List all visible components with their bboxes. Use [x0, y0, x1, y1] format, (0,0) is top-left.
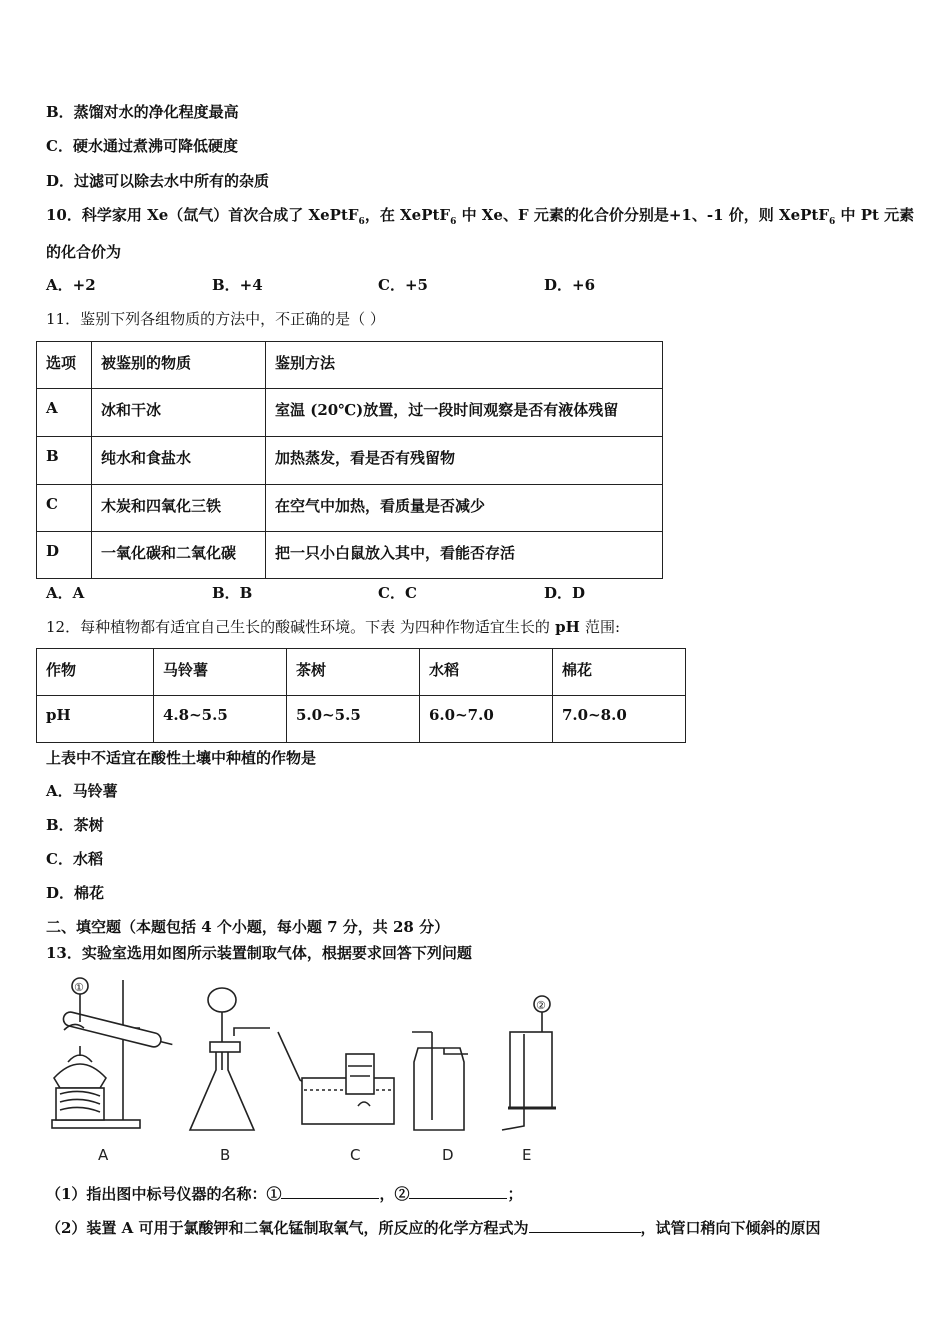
- blank-3[interactable]: [529, 1218, 641, 1233]
- table-row: [37, 696, 686, 743]
- table-cell: 在空气中加热，看质量是否减少: [266, 485, 663, 532]
- q13-stem: 13．实验室选用如图所示装置制取气体，根据要求回答下列问题: [46, 944, 472, 962]
- apparatus-c: [278, 1032, 394, 1124]
- table-header-cell: 马铃薯: [154, 649, 287, 696]
- table-cell: 4.8~5.5: [154, 696, 287, 743]
- apparatus-e: [502, 996, 556, 1130]
- q11-option-b: B．B: [212, 584, 253, 602]
- table-header-cell: 水稻: [420, 649, 553, 696]
- apparatus-b: [190, 988, 270, 1130]
- q12-table: [36, 648, 686, 743]
- table-cell: 把一只小白鼠放入其中，看能否存活: [266, 532, 663, 579]
- q10-option-d: D．+6: [544, 276, 596, 294]
- table-cell: 木炭和四氧化三铁: [92, 485, 266, 532]
- table-header-cell: 选项: [37, 342, 92, 389]
- table-header-cell: 棉花: [553, 649, 686, 696]
- table-header-cell: 鉴别方法: [266, 342, 663, 389]
- table-cell: A: [37, 389, 92, 437]
- apparatus-label: B: [220, 1146, 231, 1164]
- q10-options: [46, 275, 746, 295]
- q13-sub1: （1）指出图中标号仪器的名称：① ，② ；: [46, 1185, 523, 1203]
- table-cell: B: [37, 437, 92, 485]
- q9-option-b: B．蒸馏对水的净化程度最高: [46, 103, 239, 121]
- q10-option-a: A．+2: [46, 276, 96, 294]
- q13-sub2: （2）装置 A 可用于氯酸钾和二氧化锰制取氧气，所反应的化学方程式为 ，试管口稍向下倾斜的原因: [46, 1219, 821, 1237]
- table-cell: 室温 (20℃)放置，过一段时间观察是否有液体残留: [266, 389, 663, 437]
- table-row: [37, 389, 663, 437]
- table-cell: 7.0~8.0: [553, 696, 686, 743]
- table-row: [37, 532, 663, 579]
- table-cell: 一氧化碳和二氧化碳: [92, 532, 266, 579]
- q11-table: [36, 341, 663, 579]
- table-header-row: [37, 342, 663, 389]
- apparatus-label: D: [442, 1146, 454, 1164]
- apparatus-figure: [40, 970, 600, 1170]
- marker-label: ①: [74, 981, 84, 994]
- section-heading: 二、填空题（本题包括 4 个小题，每小题 7 分，共 28 分）: [46, 918, 450, 936]
- q10-option-b: B．+4: [212, 276, 263, 294]
- q9-option-c: C．硬水通过煮沸可降低硬度: [46, 137, 238, 155]
- apparatus-label: A: [98, 1146, 109, 1164]
- table-cell: 冰和干冰: [92, 389, 266, 437]
- apparatus-d: [412, 1032, 468, 1130]
- q11-options: [46, 583, 746, 603]
- table-row: [37, 437, 663, 485]
- blank-1[interactable]: [281, 1184, 379, 1199]
- q12-question: 上表中不适宜在酸性土壤中种植的作物是: [46, 749, 317, 767]
- q9-option-d: D．过滤可以除去水中所有的杂质: [46, 172, 270, 190]
- table-cell: 加热蒸发，看是否有残留物: [266, 437, 663, 485]
- q10-option-c: C．+5: [378, 276, 428, 294]
- q10-stem-line2: 的化合价为: [46, 243, 122, 261]
- blank-2[interactable]: [409, 1184, 507, 1199]
- q12-option-c: C．水稻: [46, 850, 103, 868]
- q10-stem: 10．科学家用 Xe（氙气）首次合成了 XePtF$_6$，在 XePtF$_6$ 中 Xe、F 元素的化合价分别是+1、-1 价，则 XePtF$_6$ 中 Pt 元素: [46, 206, 915, 227]
- table-cell: 5.0~5.5: [287, 696, 420, 743]
- marker-label: ②: [536, 999, 546, 1012]
- q11-option-d: D．D: [544, 584, 586, 602]
- apparatus-label: C: [350, 1146, 361, 1164]
- table-header-cell: 作物: [37, 649, 154, 696]
- table-cell: 纯水和食盐水: [92, 437, 266, 485]
- table-header-cell: 茶树: [287, 649, 420, 696]
- q11-stem: 11．鉴别下列各组物质的方法中，不正确的是（ ）: [46, 310, 385, 328]
- q12-option-d: D．棉花: [46, 884, 105, 902]
- table-header-cell: 被鉴别的物质: [92, 342, 266, 389]
- table-cell: D: [37, 532, 92, 579]
- q12-option-a: A．马铃薯: [46, 782, 118, 800]
- q12-stem: 12．每种植物都有适宜自己生长的酸碱性环境。下表 为四种作物适宜生长的 pH 范围:: [46, 618, 621, 636]
- q11-option-a: A．A: [46, 584, 85, 602]
- table-cell: 6.0~7.0: [420, 696, 553, 743]
- q12-option-b: B．茶树: [46, 816, 104, 834]
- q11-option-c: C．C: [378, 584, 417, 602]
- apparatus-a: [52, 978, 174, 1128]
- table-row: [37, 485, 663, 532]
- apparatus-label: E: [522, 1146, 532, 1164]
- table-header-row: [37, 649, 686, 696]
- table-cell: C: [37, 485, 92, 532]
- table-cell: pH: [37, 696, 154, 743]
